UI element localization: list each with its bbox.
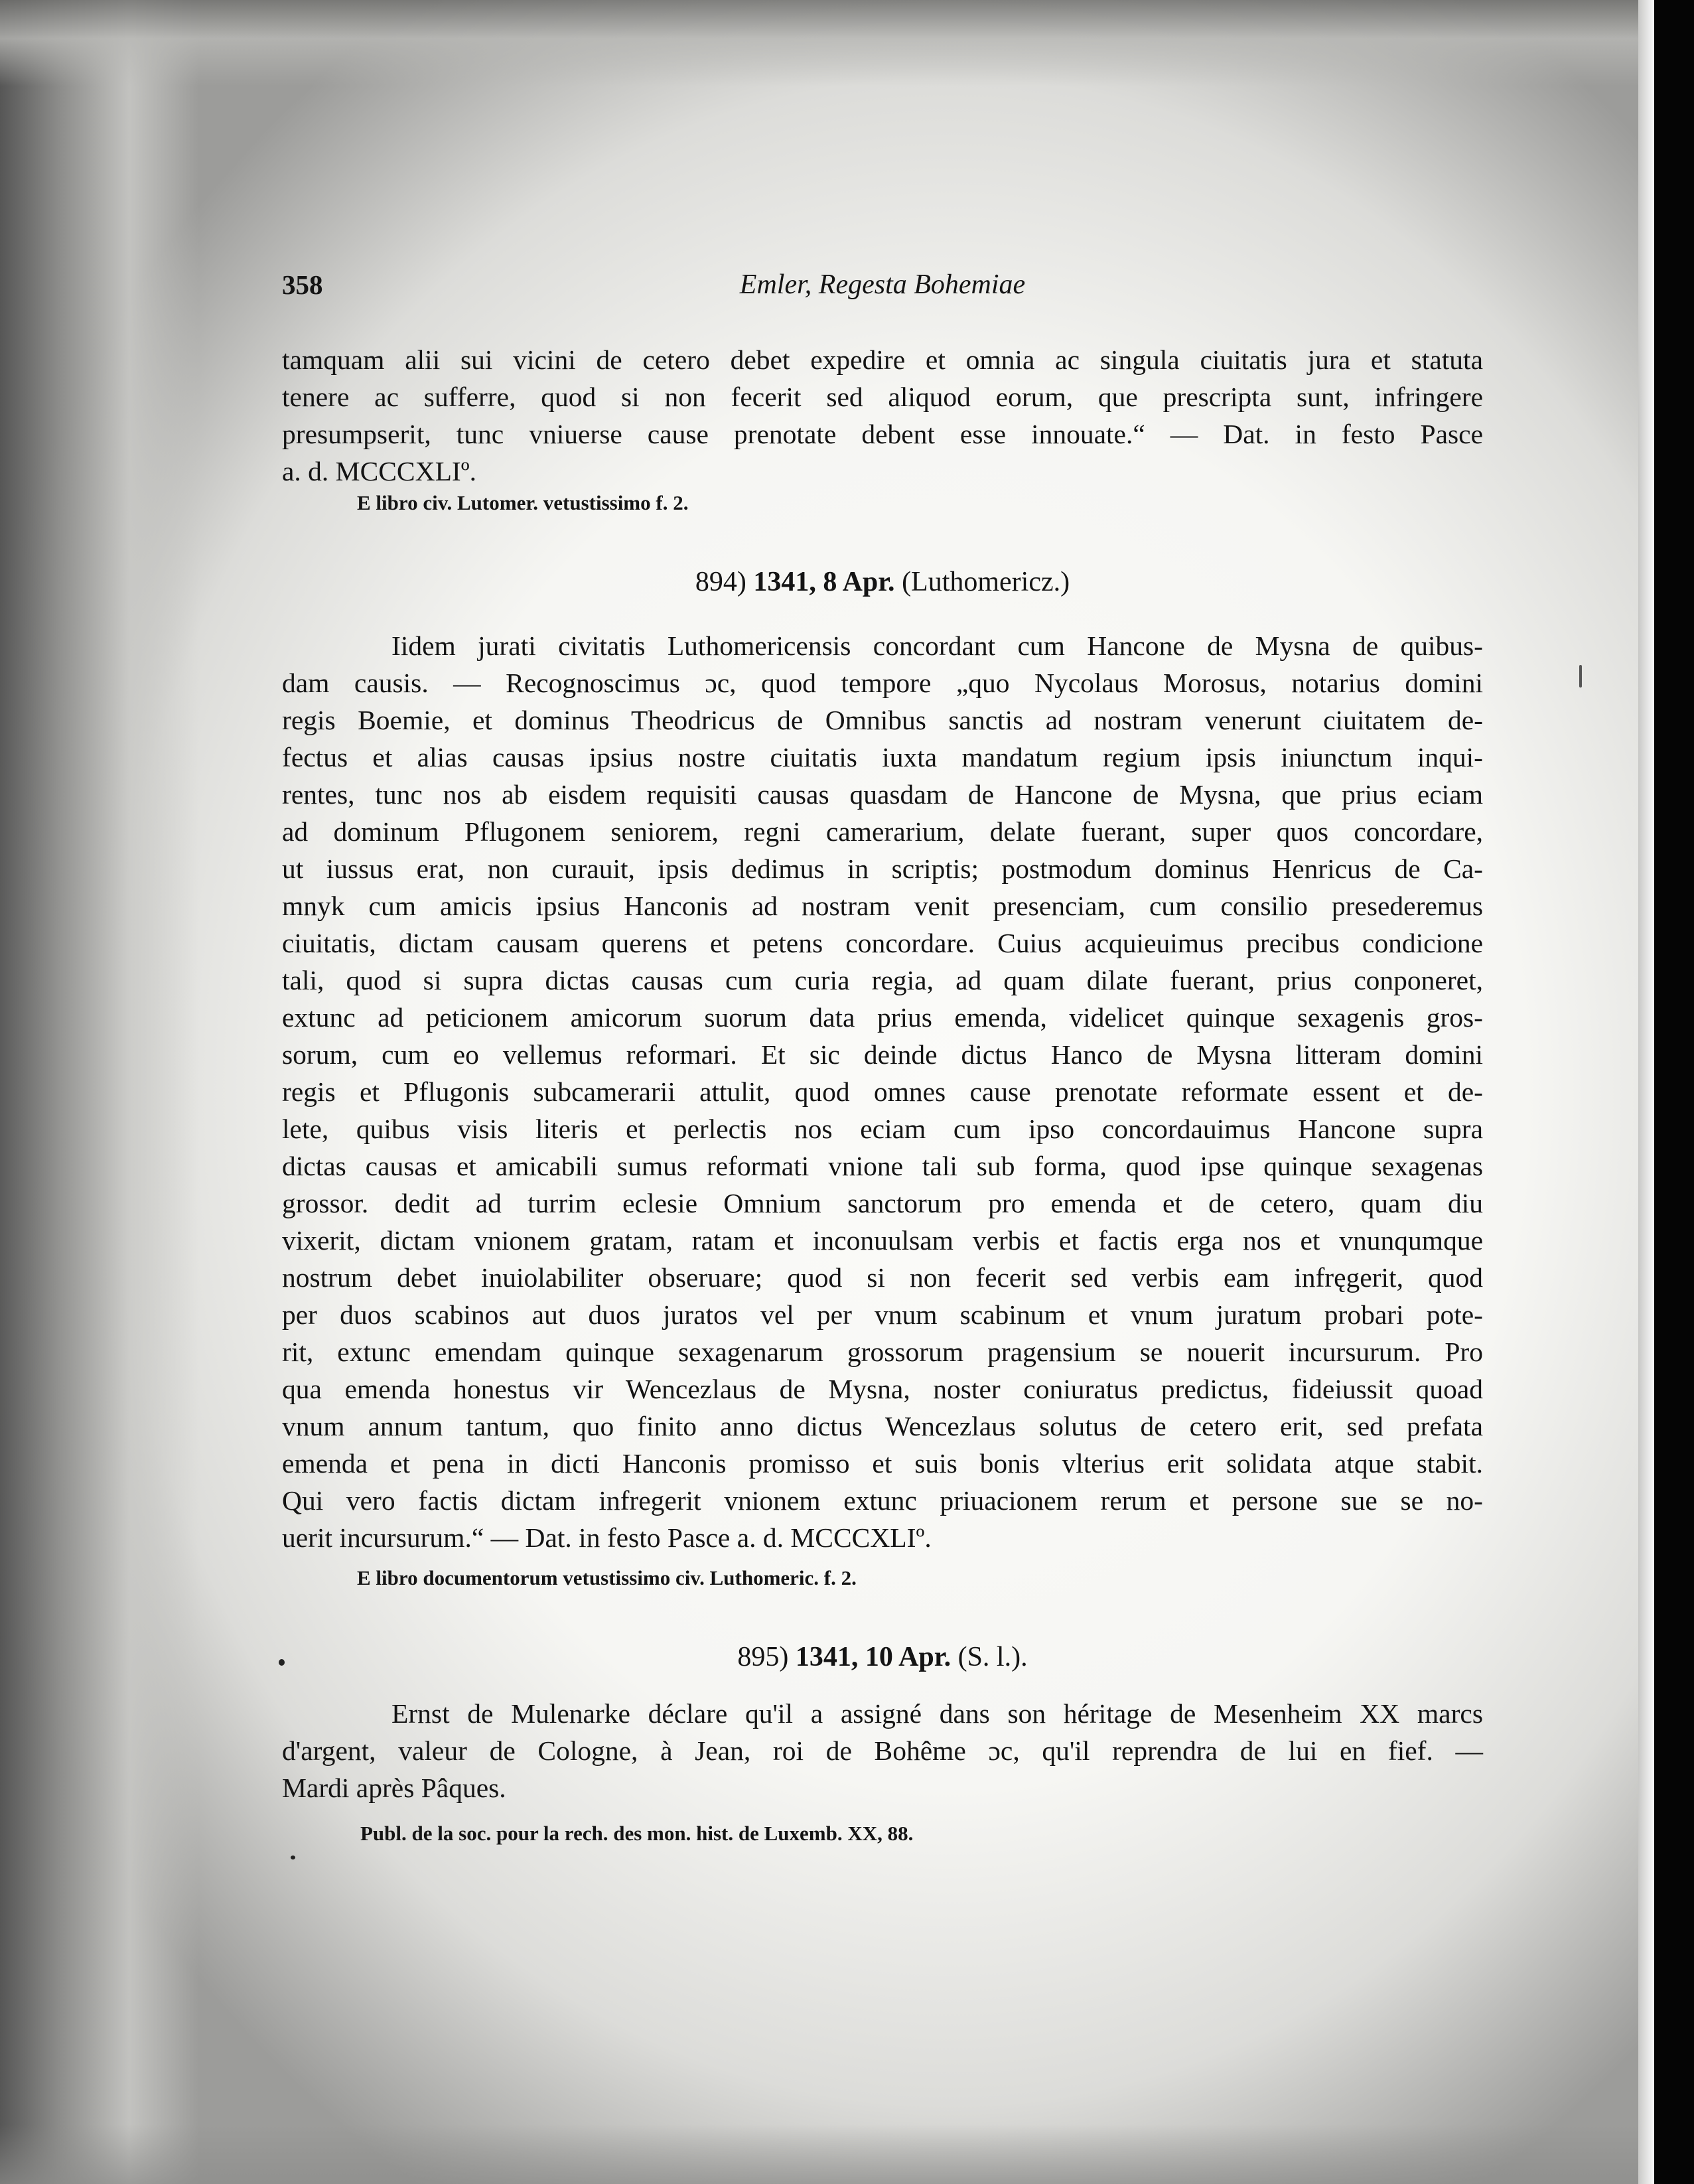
text-line: presumpserit, tunc vniuerse cause prenotate debent esse innouate.“ — Dat. in festo Pasce [282,419,1483,449]
text-line: vnum annum tantum, quo finito anno dictus Wencezlaus solutus de cetero erit, sed prefata [282,1411,1483,1441]
text-line: mnyk cum amicis ipsius Hanconis ad nostram venit presenciam, cum consilio presederemus [282,891,1483,921]
source-citation: Publ. de la soc. pour la rech. des mon. hist. de Luxemb. XX, 88. [360,1822,914,1845]
entry-year: 1341, [795,1642,859,1672]
continuation-text [282,341,1483,490]
text-line: fectus et alias causas ipsius nostre ciuitatis iuxta mandatum regium ipsis iniunctum inqui- [282,742,1483,772]
text-line: tenere ac sufferre, quod si non fecerit sed aliquod eorum, que prescripta sunt, infringere [282,382,1483,412]
running-title: Emler, Regesta Bohemiae [739,269,1026,300]
source-citation: E libro civ. Lutomer. vetustissimo f. 2. [357,491,689,514]
page-edge-right [1638,0,1654,2184]
entry-text-894 [282,627,1483,1556]
entry-heading-895 [282,1641,1483,1673]
ink-speck [291,1856,295,1859]
text-line: vixerit, dictam vnionem gratam, ratam et inconuulsam verbis et factis erga nos et vnunqumque [282,1225,1483,1256]
ink-speck [279,1659,285,1666]
text-line: ciuitatis, dictam causam querens et petens concordare. Cuius acquieuimus precibus condicione [282,928,1483,958]
text-line: Iidem jurati civitatis Luthomericensis concordant cum Hancone de Mysna de quibus- [391,630,1483,661]
page-shadow-bottom [0,2124,1694,2184]
text-line: Ernst de Mulenarke déclare qu'il a assigné dans son héritage de Mesenheim XX marcs [391,1698,1483,1729]
text-line: Qui vero factis dictam infregerit vnionem extunc priuacionem rerum et persone sue se no- [282,1485,1483,1516]
text-line: sorum, cum eo vellemus reformari. Et sic deinde dictus Hanco de Mysna litteram domini [282,1039,1483,1070]
entry-text-895 [282,1695,1483,1806]
entry-date: 8 Apr. [823,567,895,597]
entry-number: 894) [695,567,746,597]
entry-number: 895) [737,1642,789,1672]
text-line: per duos scabinos aut duos juratos vel per vnum scabinum et vnum juratum probari pote- [282,1299,1483,1330]
text-line: ut iussus erat, non curauit, ipsis dedimus in scriptis; postmodum dominus Henricus de Ca- [282,853,1483,884]
text-line: rit, extunc emendam quinque sexagenarum grossorum pragensium se nouerit incursurum. Pro [282,1337,1483,1367]
source-citation: E libro documentorum vetustissimo civ. Luthomeric. f. 2. [357,1566,857,1589]
entry-date: 10 Apr. [865,1642,952,1672]
text-line: nostrum debet inuiolabiliter obseruare; quod si non fecerit sed verbis eam infręgerit, quod [282,1262,1483,1293]
text-line: ad dominum Pflugonem seniorem, regni camerarium, delate fuerant, super quos concordare, [282,816,1483,847]
entry-place: (S. l.). [957,1642,1028,1672]
scan-border-right [1654,0,1694,2184]
text-line: a. d. MCCCXLIº. [282,456,476,486]
text-line: dam causis. — Recognoscimus ɔc, quod tempore „quo Nycolaus Morosus, notarius domini [282,668,1483,698]
text-line: tamquam alii sui vicini de cetero debet expedire et omnia ac singula ciuitatis jura et statuta [282,344,1483,375]
text-line: regis Boemie, et dominus Theodricus de Omnibus sanctis ad nostram venerunt ciuitatem de- [282,705,1483,735]
page-number: 358 [282,269,323,300]
entry-year: 1341, [753,567,816,597]
text-line: grossor. dedit ad turrim eclesie Omnium sanctorum pro emenda et de cetero, quam diu [282,1188,1483,1218]
entry-place: (Luthomericz.) [902,567,1070,597]
text-line: regis et Pflugonis subcamerarii attulit, quod omnes cause prenotate reformate essent et de- [282,1076,1483,1107]
text-line: tali, quod si supra dictas causas cum curia regia, ad quam dilate fuerant, prius conponeret, [282,965,1483,995]
text-line: d'argent, valeur de Cologne, à Jean, roi de Bohême ɔc, qu'il reprendra de lui en fief. — [282,1735,1483,1766]
margin-mark [1579,665,1582,688]
page-shadow-top [0,0,1694,86]
text-line: emenda et pena in dicti Hanconis promisso et suis bonis vlterius erit solidata atque stabit. [282,1448,1483,1479]
text-line: dictas causas et amicabili sumus reformati vnione tali sub forma, quod ipse quinque sexagenas [282,1151,1483,1181]
entry-heading-894 [282,566,1483,598]
page-shadow-left [0,0,199,2184]
text-line: uerit incursurum.“ — Dat. in festo Pasce a. d. MCCCXLIº. [282,1522,932,1553]
text-line: lete, quibus visis literis et perlectis nos eciam cum ipso concordauimus Hancone supra [282,1114,1483,1144]
text-line: extunc ad peticionem amicorum suorum data prius emenda, videlicet quinque sexagenis gros- [282,1002,1483,1033]
running-header [282,269,1483,309]
text-line: rentes, tunc nos ab eisdem requisiti causas quasdam de Hancone de Mysna, que prius eciam [282,779,1483,810]
text-line: qua emenda honestus vir Wencezlaus de Mysna, noster coniuratus predictus, fideiussit quoad [282,1374,1483,1404]
text-line: Mardi après Pâques. [282,1773,506,1803]
